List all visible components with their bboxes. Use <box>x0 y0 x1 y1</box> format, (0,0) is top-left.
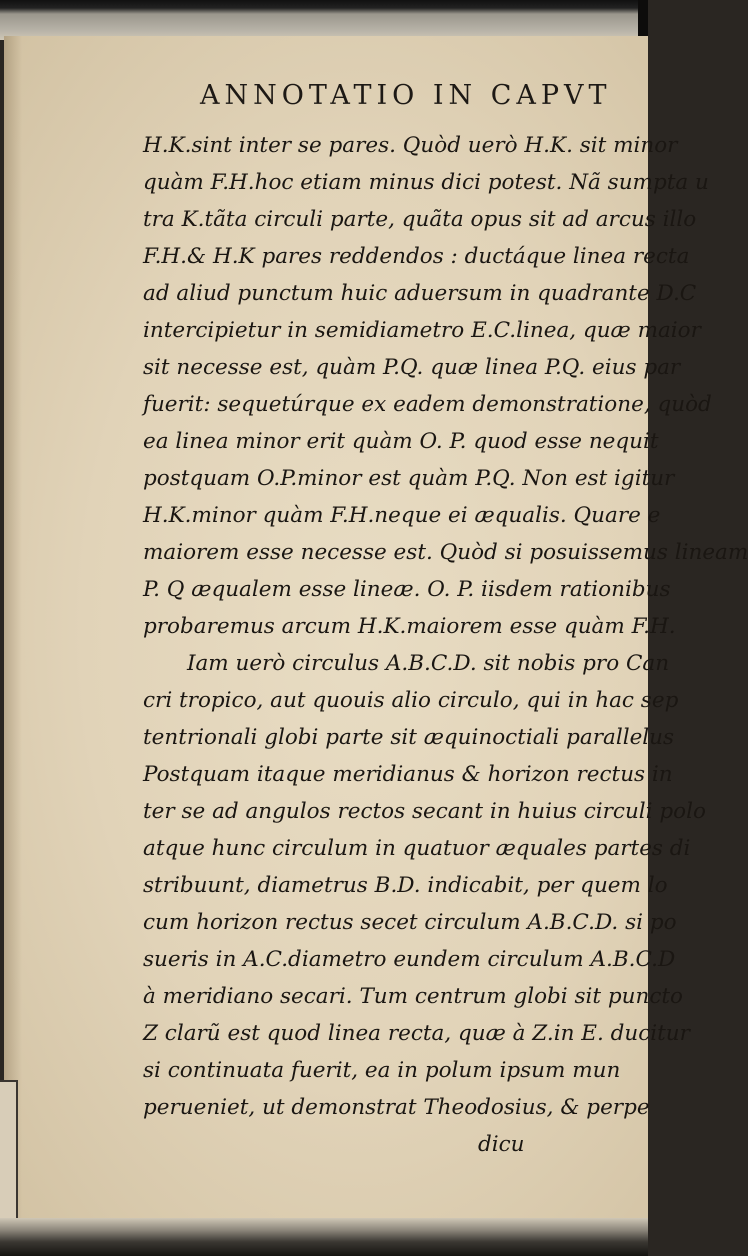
text-line: H.K.minor quàm F.H.neque ei æqualis. Quare e <box>143 503 661 528</box>
text-line: probaremus arcum H.K.maiorem esse quàm F.H. <box>143 614 676 639</box>
text-line: sit necesse est, quàm P.Q. quæ linea P.Q. eius par <box>143 355 681 380</box>
book-gutter-top <box>0 0 648 40</box>
text-line: H.K.sint inter se pares. Quòd uerò H.K. sit minor <box>143 133 678 158</box>
book-edge-bottom <box>0 1218 648 1256</box>
text-line: Z clarũ est quod linea recta, quæ à Z.in E. ducitur <box>143 1021 690 1046</box>
text-line: F.H.& H.K pares reddendos : ductáque linea recta <box>143 244 690 269</box>
text-line: ter se ad angulos rectos secant in huius circuli polo <box>143 799 706 824</box>
text-line: cri tropico, aut quouis alio circulo, qui in hac sep <box>143 688 679 713</box>
text-line: ad aliud punctum huic aduersum in quadrante D.C <box>143 281 697 306</box>
text-line: Postquam itaque meridianus & horizon rectus in <box>143 762 673 787</box>
text-line: stribuunt, diametrus B.D. indicabit, per quem lo <box>143 873 668 898</box>
text-line: postquam O.P.minor est quàm P.Q. Non est igitur <box>143 466 675 491</box>
running-head: ANNOTATIO IN CAPVT <box>200 80 612 111</box>
text-line: Iam uerò circulus A.B.C.D. sit nobis pro Can <box>187 651 670 676</box>
text-line: ea linea minor erit quàm O. P. quod esse nequit <box>143 429 659 454</box>
text-line: quàm F.H.hoc etiam minus dici potest. Nã sumpta u <box>143 170 709 195</box>
catchword: dicu <box>478 1132 525 1157</box>
text-line: cum horizon rectus secet circulum A.B.C.D. si po <box>143 910 677 935</box>
text-line: tra K.tãta circuli parte, quãta opus sit ad arcus illo <box>143 207 697 232</box>
body-text <box>143 127 748 1163</box>
text-line: tentrionali globi parte sit æquinoctiali parallelus <box>143 725 675 750</box>
text-line: sueris in A.C.diametro eundem circulum A.B.C.D <box>143 947 676 972</box>
text-line: maiorem esse necesse est. Quòd si posuissemus lineam <box>143 540 748 565</box>
page-tab <box>0 1080 18 1224</box>
text-line: à meridiano secari. Tum centrum globi sit puncto <box>143 984 683 1009</box>
text-line: fuerit: sequetúrque ex eadem demonstratione, quòd <box>143 392 712 417</box>
text-line: si continuata fuerit, ea in polum ipsum mun <box>143 1058 621 1083</box>
text-line: P. Q æqualem esse lineæ. O. P. iisdem rationibus <box>143 577 671 602</box>
text-line: atque hunc circulum in quatuor æquales partes di <box>143 836 691 861</box>
text-line: perueniet, ut demonstrat Theodosius, & perpe <box>143 1095 650 1120</box>
text-line: intercipietur in semidiametro E.C.linea, quæ maior <box>143 318 701 343</box>
